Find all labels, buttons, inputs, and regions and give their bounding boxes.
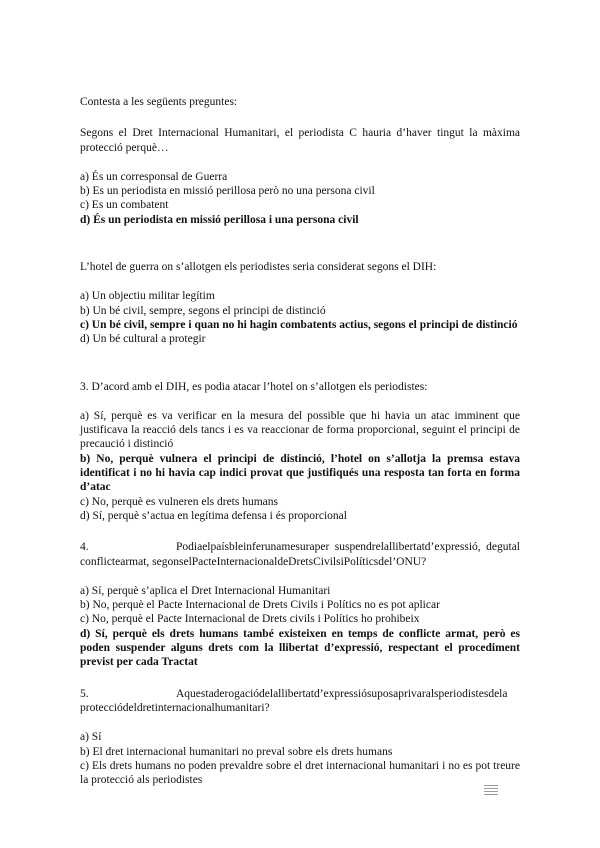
question-text: L’hotel de guerra on s’allotgen els periodistes seria considerat segons el DIH: xyxy=(80,261,437,274)
question-text: Segons el Dret Internacional Humanitari, el periodista C hauria d’haver tingut la màxima protecció perquè… xyxy=(80,127,520,154)
option-c-correct: c) Un bé civil, sempre i quan no hi hagin combatents actius, segons el principi de distinció xyxy=(80,318,518,331)
question-text: 3. D’acord amb el DIH, es podia atacar l’hotel on s’allotgen els periodistes: xyxy=(80,380,428,393)
question-body: Aquestaderogaciódelallibertatd’expressiósuposaprivaralsperiodistesdela protecciódeldretinternacionalhumanitari? xyxy=(80,687,508,714)
option-b: b) Es un periodista en missió perillosa però no una persona civil xyxy=(80,185,375,198)
option-a: a) Sí xyxy=(80,731,102,744)
option-b: b) Un bé civil, sempre, segons el principi de distinció xyxy=(80,304,326,317)
question-number: 5. xyxy=(80,687,89,700)
question-block-2 xyxy=(80,260,520,346)
page-lines-icon xyxy=(484,785,498,800)
option-c: c) No, perquè es vulneren els drets humans xyxy=(80,495,278,508)
question-text xyxy=(80,540,520,569)
option-d: d) Un bé cultural a protegir xyxy=(80,333,206,346)
option-c: c) Els drets humans no poden prevaldre sobre el dret internacional humanitari i no es pot treure la protecció als periodistes xyxy=(80,759,520,787)
option-a: a) Sí, perquè s’aplica el Dret Internacional Humanitari xyxy=(80,584,331,597)
option-b: b) El dret internacional humanitari no preval sobre els drets humans xyxy=(80,745,393,758)
question-text xyxy=(80,687,520,716)
question-number: 4. xyxy=(80,541,89,554)
question-block-4 xyxy=(80,540,520,669)
option-a: a) És un corresponsal de Guerra xyxy=(80,170,228,183)
option-d-correct: d) És un periodista en missió perillosa i una persona civil xyxy=(80,213,359,226)
option-b: b) No, perquè el Pacte Internacional de Drets Civils i Polítics no es pot aplicar xyxy=(80,599,440,612)
question-block-5 xyxy=(80,687,520,788)
option-d-correct: d) Sí, perquè els drets humans també existeixen en temps de conflicte armat, però es poden suspender alguns drets com la llibertat d’expressió, respectant el procediment previst per cada Tractat xyxy=(80,627,520,669)
intro-text: Contesta a les següents preguntes: xyxy=(80,96,238,108)
option-c: c) Es un combatent xyxy=(80,199,169,212)
option-a: a) Sí, perquè es va verificar en la mesura del possible que hi havia un atac imminent que justificava la reacció dels tancs i es va reaccionar de forma proporcional, seguint el principi de precaució i distinció xyxy=(80,409,520,451)
option-b-correct: b) No, perquè vulnera el principi de distinció, l’hotel on s’allotja la premsa estava identificat i no hi havia cap indici provat que justifiqués una resposta tan forta en forma d’atac xyxy=(80,452,520,494)
question-block-1 xyxy=(80,126,520,227)
question-body: Podiaelpaísbleinferunamesuraper suspendrelallibertatd’expressió, degutal conflictearmat, segonselPacteInternacionaldeDretsCivilsiPolíticsdel’ONU? xyxy=(80,541,520,568)
option-d: d) Sí, perquè s’actua en legítima defensa i és proporcional xyxy=(80,509,347,522)
question-block-3 xyxy=(80,380,520,524)
option-a: a) Un objectiu militar legítim xyxy=(80,290,215,303)
option-c: c) No, perquè el Pacte Internacional de Drets civils i Polítics ho prohibeix xyxy=(80,613,420,626)
